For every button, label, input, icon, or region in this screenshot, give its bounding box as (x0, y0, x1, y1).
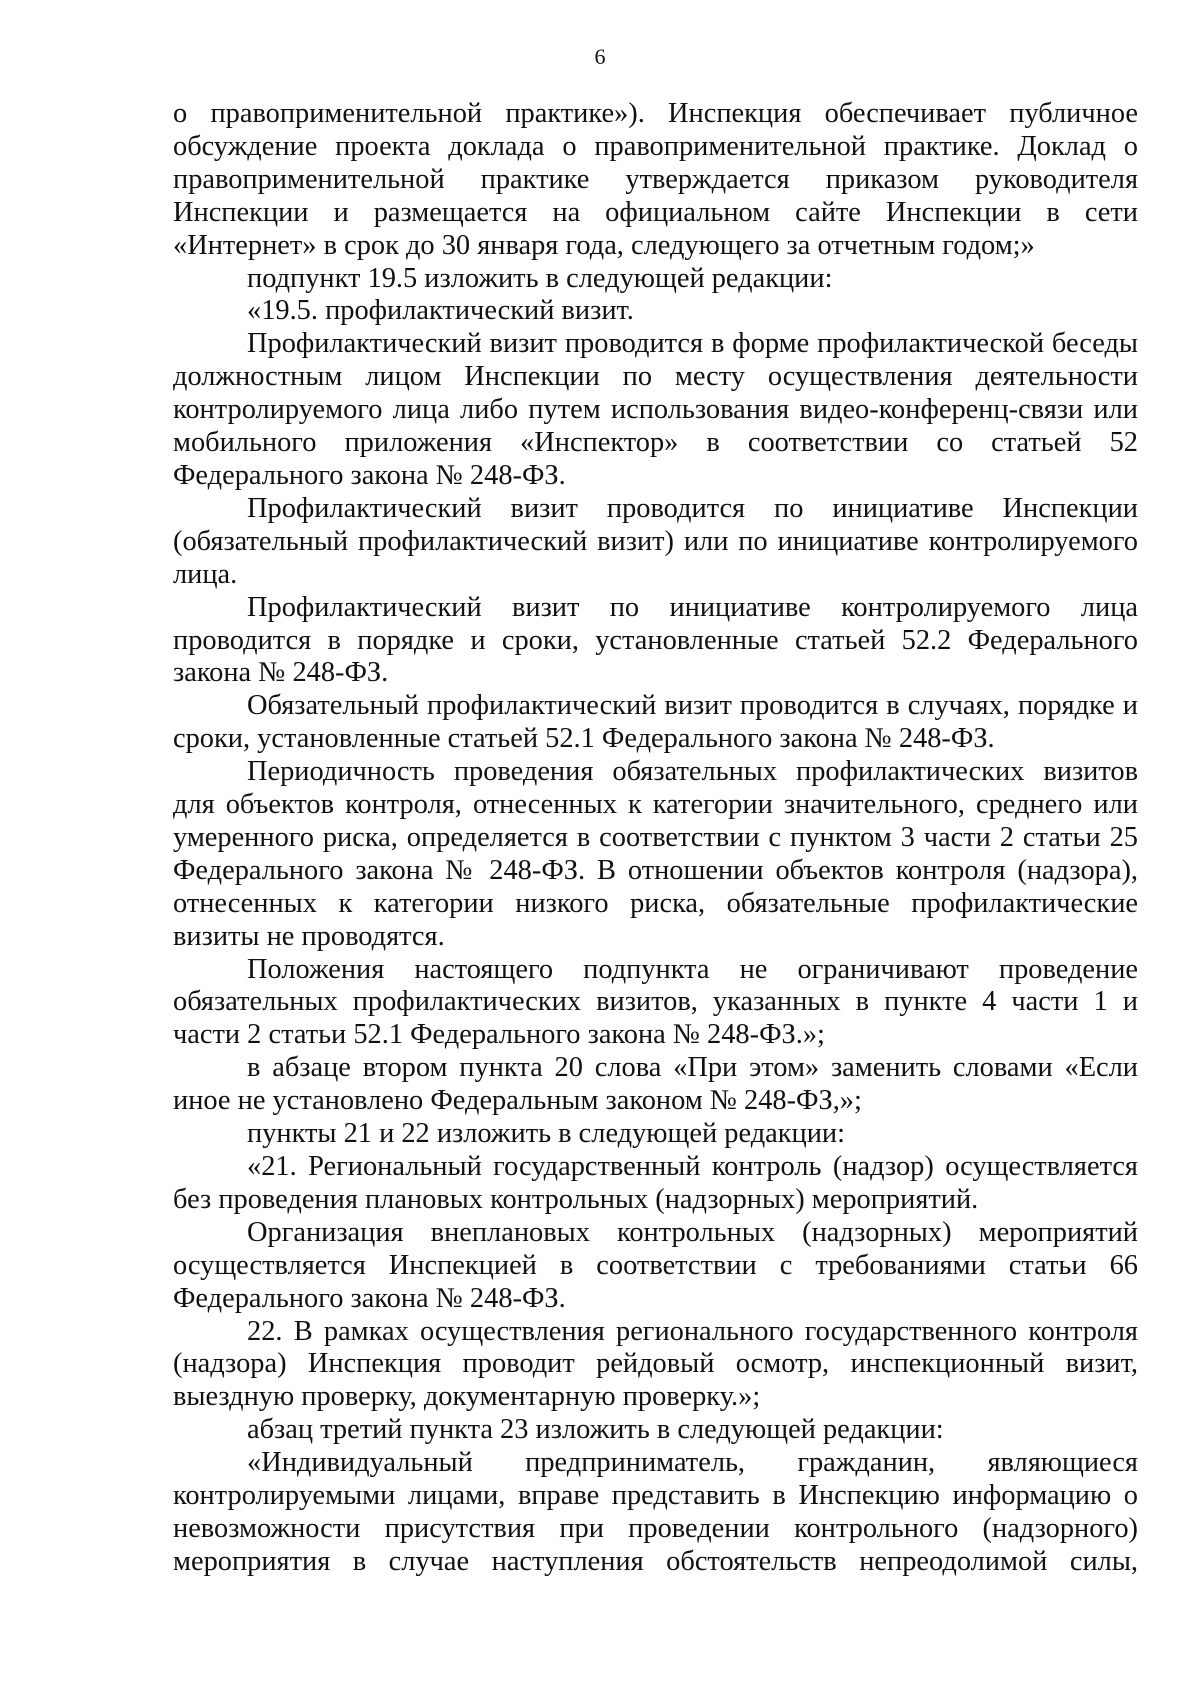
paragraph-amend-21-22-intro: пункты 21 и 22 изложить в следующей редакции: (247, 1118, 846, 1150)
paragraph-visit-controlled-person: Профилактический визит по инициативе контролируемого лица проводится в порядке и сроки, установленные статьей 52.2 Федерального закона № 248-ФЗ. (173, 591, 1138, 689)
paragraph-22: 22. В рамках осуществления регионального государственного контроля (надзора) Инспекция проводит рейдовый осмотр, инспекционный визит, выездную проверку, документарную проверку.»; (173, 1315, 1138, 1413)
paragraph-21: «21. Региональный государственный контроль (надзор) осуществляется без проведения плановых контрольных (надзорных) мероприятий. (173, 1151, 1138, 1215)
paragraph-provisions: Положения настоящего подпункта не ограничивают проведение обязательных профилактических визитов, указанных в пункте 4 части 1 и части 2 статьи 52.1 Федерального закона № 248-ФЗ.»; (173, 953, 1138, 1051)
paragraph-unscheduled: Организация внеплановых контрольных (надзорных) мероприятий осуществляется Инспекцией в соответствии с требованиями статьи 66 Федерального закона № 248-ФЗ. (173, 1216, 1138, 1314)
paragraph-23-text: «Индивидуальный предприниматель, гражданин, являющиеся контролируемыми лицами, вправе представить в Инспекцию информацию о невозможности присутствия при проведении контрольного (надзорного) мероприятия в случае наступления обстоятельств непреодолимой силы, (173, 1447, 1138, 1577)
paragraph-visit-initiative: Профилактический визит проводится по инициативе Инспекции (обязательный профилактический визит) или по инициативе контролируемого лица. (173, 492, 1138, 590)
paragraph-mandatory-visit: Обязательный профилактический визит проводится в случаях, порядке и сроки, установленные статьей 52.1 Федерального закона № 248-ФЗ. (173, 690, 1138, 755)
page-number: 6 (594, 44, 606, 69)
paragraph-continuation: о правоприменительной практике»). Инспекция обеспечивает публичное обсуждение проекта доклада о правоприменительной практике. Доклад о правоприменительной практике утверждается приказом руководителя Инспекции и размещается на официальном сайте Инспекции в сети «Интернет» в срок до 30 января года, следующего за отчетным годом;» (173, 98, 1138, 261)
paragraph-visit-form: Профилактический визит проводится в форме профилактической беседы должностным лицом Инспекции по месту осуществления деятельности контролируемого лица либо путем использования видео-конференц-связи или мобильного приложения «Инспектор» в соответствии со статьей 52 Федерального закона № 248-ФЗ. (173, 328, 1138, 491)
document-body (173, 98, 1138, 1579)
paragraph-amend-20: в абзаце втором пункта 20 слова «При этом» заменить словами «Если иное не установлено Федеральным законом № 248-ФЗ,»; (173, 1052, 1138, 1117)
paragraph-amend-19-5-intro: подпункт 19.5 изложить в следующей редакции: (247, 262, 833, 294)
paragraph-19-5-heading: «19.5. профилактический визит. (247, 295, 634, 327)
paragraph-amend-23-intro: абзац третий пункта 23 изложить в следующей редакции: (247, 1414, 944, 1446)
paragraph-periodicity: Периодичность проведения обязательных профилактических визитов для объектов контроля, отнесенных к категории значительного, среднего или умеренного риска, определяется в соответствии с пунктом 3 части 2 статьи 25 Федерального закона № 248-ФЗ. В отношении объектов контроля (надзора), отнесенных к категории низкого риска, обязательные профилактические визиты не проводятся. (173, 756, 1138, 952)
